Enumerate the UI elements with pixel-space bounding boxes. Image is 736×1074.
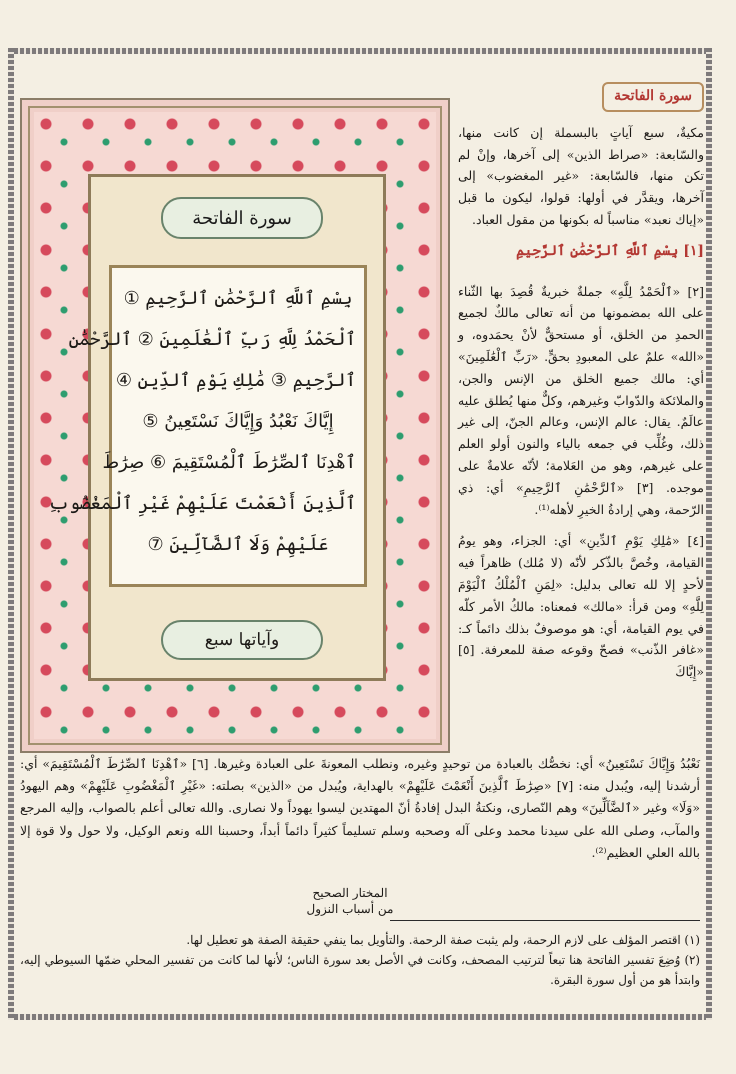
verse-2-paragraph: [٢] «ٱلْحَمْدُ لِلَّهِ» جملةٌ خبريةٌ قُصِدَ بها الثّناء على الله بمضمونها من أنه تعالى مالكٌ لجميع الحمدِ من الخلق، أو مستحقٌّ لأنْ يحمَدوه، و «الله» علمٌ على المعبودِ بحقٍّ. «رَبِّ ٱلْعَٰلَمِينَ» أي: مالك جميع الخلق من الإنس والجن، والملائكة والدّوابّ وغيرهم، وكلٌّ منها يُطلق عليه عالَمٌ. يقال: عالم الإنس، وعالم الجنّ، إلى غير ذلك، وغُلِّب في جمعه بالياء والنون أولو العلم على غيرهم، وهو من العَلامة؛ لأنّه علامةٌ على موجده. [٣] «ٱلرَّحْمَٰنِ ٱلرَّحِيمِ» أي: ذي الرّحمة، وهي إرادةُ الخيرِ لأهله⁽¹⁾. — [458, 283, 704, 517]
page-border-right — [706, 48, 712, 1020]
continued-tafsir: نَعْبُدُ وَإِيَّاكَ نَسْتَعِينُ» أي: نخصُّك بالعبادة من توحيدٍ وغيره، ونطلب المعونةَ على العبادة وغيرها. [٦] «ٱهْدِنَا ٱلصِّرَٰطَ ٱلْمُسْتَقِيمَ» أي: أرشدنا إليه، ويُبدل منه: [٧] «صِرَٰطَ ٱلَّذِينَ أَنْعَمْتَ عَلَيْهِمْ» بالهداية، ويُبدل من «الذين» بصلته: «غَيْرِ ٱلْمَغْضُوبِ عَلَيْهِمْ» وهم اليهودُ «وَلَا» وغير «ٱلضَّآلِّينَ» وهم النّصارى، ونكتةُ البدل إفادةُ أنّ المهتدين ليسوا يهوداً ولا نصارى. والله تعالى أعلم بالصواب، وإليه المرجع والمآب، وصلى الله على سيدنا محمد وعلى آله وصحبه وسلم تسليماً كثيراً دائماً أبداً، وحسبنا الله ونعم الوكيل، ولا حول ولا قوة إلا بالله العلي العظيم⁽²⁾. — [20, 756, 700, 860]
tafsir-column — [458, 82, 704, 782]
verse-line: بِسْمِ ٱللَّهِ ٱلرَّحْمَٰنِ ٱلرَّحِيمِ ① — [123, 288, 353, 309]
page-border-top — [8, 48, 712, 54]
verse-line: عَلَيْهِمْ وَلَا ٱلضَّآلِّينَ ⑦ — [147, 534, 329, 555]
verse-line: ٱلرَّحِيمِ ③ مَٰلِكِ يَوْمِ ٱلدِّينِ ④ — [115, 370, 356, 391]
intro-paragraph: مكيةٌ، سبع آياتٍ بالبسملة إن كانت منها، والسّابعة: «صراط الذين» إلى آخرها، وإنْ لم تكن منها، فالسّابعة: «غير المغضوب» إلى آخرها، ويقدَّر في أولها: قولوا، ليكون ما قبل «إياك نعبد» مناسباً له بكونها من مقول العباد. — [458, 124, 704, 227]
verse-line: ٱلْحَمْدُ لِلَّهِ رَبِّ ٱلْعَٰلَمِينَ ② ٱلرَّحْمَٰنِ — [68, 329, 356, 350]
page-border-bottom — [8, 1014, 712, 1020]
verse-4-paragraph: [٤] «مَٰلِكِ يَوْمِ ٱلدِّينِ» أي: الجزاء، وهو يومُ القيامة، وخُصَّ بالذّكر لأنّه (لا مُلك) ظاهراً فيه لأحدٍ إلا لله تعالى بدليل: «لِمَنِ ٱلْمُلْكُ ٱلْيَوْمَ لِلَّهِ» ومن قرأ: «مالك» فمعناه: مالكُ الأمر كلّه في يوم القيامة، أي: هو موصوفٌ بذلك دائماً كـ: «غافر الذّنب» فصحّ وقوعه صفة للمعرفة. [٥] «إِيَّاكَ — [458, 533, 704, 680]
ornamental-frame — [20, 98, 450, 753]
basmala-heading: [١] بِسْمِ ٱللَّهِ ٱلرَّحْمَٰنِ ٱلرَّحِيمِ — [516, 242, 704, 259]
ayat-count-cartouche: وآياتها سبع — [161, 620, 323, 660]
source-title: المختار الصحيح — [312, 886, 388, 900]
footnote-1: (١) اقتصر المؤلف على لازم الرحمة، ولم يثبت صفة الرحمة. والتأويل بما ينفي حقيقة الصفة هو تعطيل لها. — [186, 933, 700, 947]
source-reference — [265, 885, 435, 917]
page-border-left — [8, 48, 14, 1020]
verse-line: إِيَّاكَ نَعْبُدُ وَإِيَّاكَ نَسْتَعِينُ ⑤ — [142, 411, 334, 432]
sura-name-cartouche: سورة الفاتحة — [161, 197, 323, 239]
verse-line: ٱهْدِنَا ٱلصِّرَٰطَ ٱلْمُسْتَقِيمَ ⑥ صِرَٰطَ — [102, 452, 356, 473]
source-subtitle: من أسباب النزول — [306, 902, 394, 916]
footnote-separator — [390, 920, 700, 921]
sura-title: سورة الفاتحة — [602, 82, 704, 112]
footnotes — [20, 930, 700, 990]
footnote-2: (٢) وُضِعَ تفسير الفاتحة هنا تبعاً لترتيب المصحف، وكانت في الأصل بعد سورة الناس؛ لأنها لما كانت من تفسير المحلي ضمّها السيوطي إليه، وابتدأ هو من أول سورة البقرة. — [20, 953, 700, 987]
inner-frame — [48, 174, 386, 681]
verse-box — [48, 265, 367, 587]
verse-line: ٱلَّذِينَ أَنْعَمْتَ عَلَيْهِمْ غَيْرِ ٱلْمَغْضُوبِ — [48, 493, 356, 514]
